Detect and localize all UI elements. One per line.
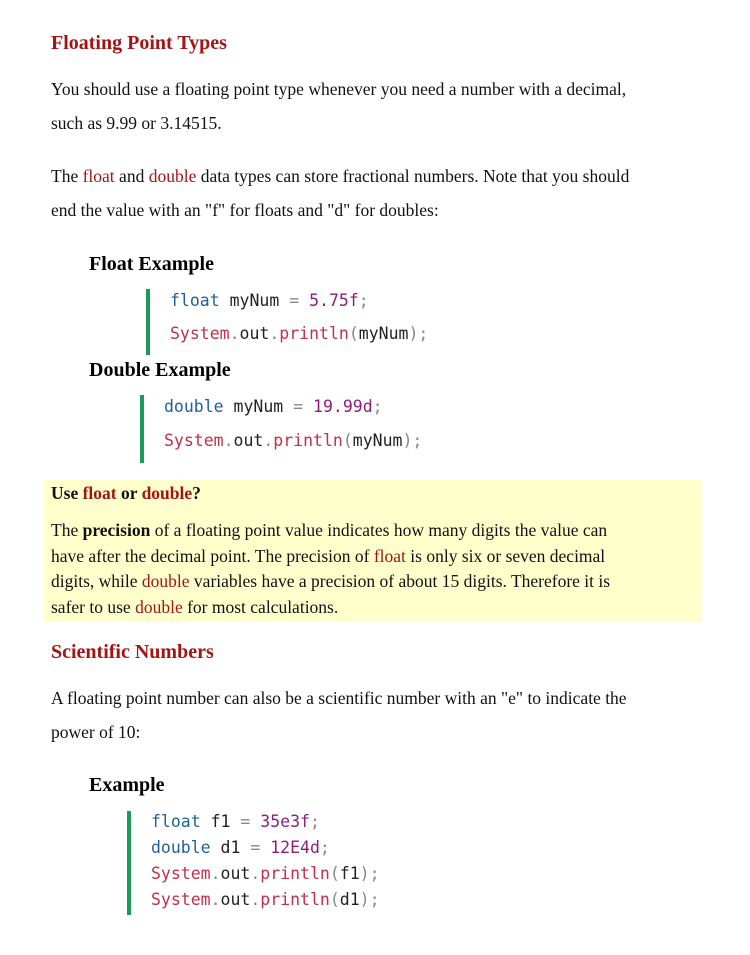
code-identifier: out [220, 864, 251, 883]
code-number: 5.75f [309, 291, 359, 310]
code-identifier: f1 [339, 864, 360, 883]
code-line [170, 291, 369, 310]
code-class: System [151, 890, 211, 909]
note-paragraph [51, 518, 610, 620]
code-punct: . [210, 864, 221, 883]
code-identifier: out [233, 431, 264, 450]
float-code-block [146, 289, 470, 355]
code-identifier: myNum [358, 324, 409, 343]
section-title-scientific-numbers: Scientific Numbers [51, 641, 214, 663]
code-line [151, 864, 380, 883]
intro-line-2: such as 9.99 or 3.14515. [51, 113, 222, 133]
types-line-2: end the value with an "f" for floats and "d" for doubles: [51, 200, 439, 220]
code-punct: . [223, 431, 234, 450]
text: Use [51, 483, 83, 503]
code-identifier: d1 [339, 890, 360, 909]
text: The [51, 520, 83, 540]
double-example-title: Double Example [89, 359, 231, 381]
code-identifier: myNum [233, 397, 284, 416]
code-function: println [260, 864, 330, 883]
code-punct: . [229, 324, 240, 343]
section-title-floating-point-types: Floating Point Types [51, 32, 227, 54]
code-punct: ; [412, 431, 423, 450]
text: for most calculations. [182, 596, 339, 617]
float-example-title: Float Example [89, 253, 214, 275]
code-line [151, 838, 330, 857]
code-type: double [151, 838, 211, 857]
code-identifier: myNum [229, 291, 280, 310]
text: and [114, 166, 149, 186]
text: variables have a precision of about 15 digits. Therefore it is [189, 571, 611, 591]
code-punct: . [210, 890, 221, 909]
code-identifier: out [239, 324, 270, 343]
types-paragraph [51, 159, 629, 227]
code-line [170, 324, 428, 343]
scientific-line-2: power of 10: [51, 722, 141, 742]
code-punct: ( [329, 864, 340, 883]
code-operator: = [293, 397, 304, 416]
code-identifier: d1 [220, 838, 241, 857]
scientific-paragraph [51, 681, 627, 749]
code-punct: ) [402, 431, 413, 450]
code-operator: = [240, 812, 251, 831]
code-punct: ; [358, 291, 369, 310]
types-line-1 [51, 159, 629, 193]
keyword-double: double [148, 166, 197, 186]
code-operator: = [250, 838, 261, 857]
code-identifier: out [220, 890, 251, 909]
code-punct: . [250, 864, 261, 883]
scientific-line-1: A floating point number can also be a scientific number with an "e" to indicate the [51, 688, 627, 708]
note-line-4 [51, 595, 610, 621]
keyword-float: float [82, 166, 115, 186]
keyword-double: double [141, 483, 193, 503]
code-class: System [151, 864, 211, 883]
scientific-example-title: Example [89, 774, 165, 796]
code-number: 12E4d [270, 838, 320, 857]
text: ? [192, 483, 201, 503]
keyword-double: double [141, 571, 190, 591]
keyword-float: float [373, 545, 406, 566]
text: safer to use [51, 596, 136, 617]
code-punct: ( [329, 890, 340, 909]
bold-precision: precision [82, 520, 151, 540]
code-type: float [151, 812, 201, 831]
scientific-code-block [127, 811, 431, 915]
keyword-float: float [82, 483, 117, 503]
code-class: System [164, 431, 224, 450]
code-punct: ; [309, 812, 320, 831]
text: or [116, 483, 142, 503]
code-punct: ; [372, 397, 383, 416]
code-punct: ; [418, 324, 429, 343]
code-punct: ) [359, 864, 370, 883]
code-punct: . [250, 890, 261, 909]
code-number: 19.99d [313, 397, 373, 416]
code-line [164, 397, 383, 416]
double-code-block [140, 395, 474, 463]
intro-paragraph [51, 72, 626, 140]
code-number: 35e3f [260, 812, 310, 831]
code-line [164, 431, 422, 450]
code-punct: ; [369, 890, 380, 909]
code-punct: ( [342, 431, 353, 450]
code-type: double [164, 397, 224, 416]
code-identifier: myNum [352, 431, 403, 450]
code-function: println [279, 324, 349, 343]
text: of a floating point value indicates how many digits the value can [150, 520, 608, 540]
code-identifier: f1 [210, 812, 231, 831]
note-title [51, 483, 201, 504]
text: data types can store fractional numbers. Note that you should [196, 166, 630, 186]
text: The [51, 166, 83, 186]
code-line [151, 812, 320, 831]
code-function: println [273, 431, 343, 450]
code-punct: . [263, 431, 274, 450]
text: digits, while [51, 571, 142, 591]
code-punct: ; [319, 838, 330, 857]
note-line-2 [51, 544, 610, 570]
code-type: float [170, 291, 220, 310]
intro-line-1: You should use a floating point type whenever you need a number with a decimal, [51, 79, 627, 99]
code-punct: ( [348, 324, 359, 343]
code-punct: ) [359, 890, 370, 909]
code-punct: ) [408, 324, 419, 343]
code-punct: . [269, 324, 280, 343]
note-line-3 [51, 569, 610, 595]
text: is only six or seven decimal [405, 545, 606, 566]
code-function: println [260, 890, 330, 909]
code-class: System [170, 324, 230, 343]
code-line [151, 890, 380, 909]
note-line-1 [51, 518, 610, 544]
code-operator: = [289, 291, 300, 310]
note-box [44, 480, 702, 622]
code-punct: ; [369, 864, 380, 883]
keyword-double: double [135, 596, 183, 617]
text: have after the decimal point. The precision of [51, 545, 374, 566]
